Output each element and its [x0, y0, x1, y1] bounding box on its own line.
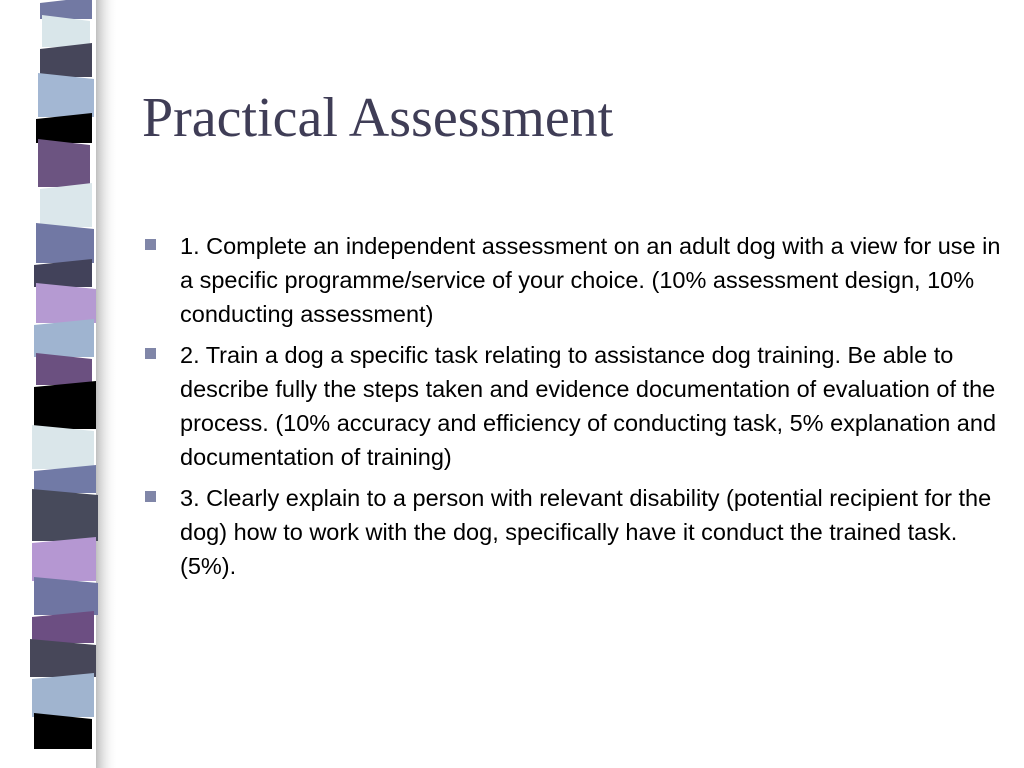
- ribbon-band: [34, 381, 96, 429]
- bullet-item: [142, 481, 1002, 583]
- decorative-ribbon: [0, 0, 120, 768]
- ribbon-band: [36, 113, 92, 143]
- ribbon-band: [32, 425, 94, 469]
- bullet-item: [142, 229, 1002, 331]
- square-bullet-icon: [145, 491, 156, 502]
- bullet-text: 3. Clearly explain to a person with relevant disability (potential recipient for the dog) how to work with the dog, specifically have it conduct the trained task. (5%).: [180, 485, 992, 579]
- ribbon-band: [32, 611, 94, 643]
- ribbon-band: [40, 43, 92, 77]
- ribbon-band: [30, 639, 96, 677]
- ribbon-band: [34, 259, 92, 287]
- ribbon-band: [36, 283, 96, 323]
- bullet-list: [142, 229, 1002, 590]
- ribbon-band: [38, 73, 94, 117]
- ribbon-band: [42, 15, 90, 47]
- ribbon-band: [34, 319, 94, 357]
- bullet-text: 1. Complete an independent assessment on an adult dog with a view for use in a specific programme/service of your choice. (10% assessment design, 10% conducting assessment): [180, 233, 1001, 327]
- ribbon-band: [36, 353, 92, 385]
- ribbon-band: [32, 537, 96, 581]
- bullet-item: [142, 338, 1002, 474]
- ribbon-band: [32, 673, 94, 717]
- ribbon-band: [34, 465, 96, 493]
- ribbon-band: [38, 139, 90, 187]
- ribbon-band: [36, 223, 94, 263]
- ribbon-band: [34, 713, 92, 749]
- square-bullet-icon: [145, 239, 156, 250]
- square-bullet-icon: [145, 348, 156, 359]
- ribbon-band: [40, 183, 92, 227]
- bullet-text: 2. Train a dog a specific task relating to assistance dog training. Be able to describe fully the steps taken and evidence documentation of evaluation of the process. (10% accuracy and efficiency of conducting task, 5% explanation and documentation of training): [180, 342, 997, 470]
- slide-title: Practical Assessment: [142, 87, 614, 149]
- ribbon-band: [34, 577, 98, 615]
- ribbon-band: [32, 489, 98, 541]
